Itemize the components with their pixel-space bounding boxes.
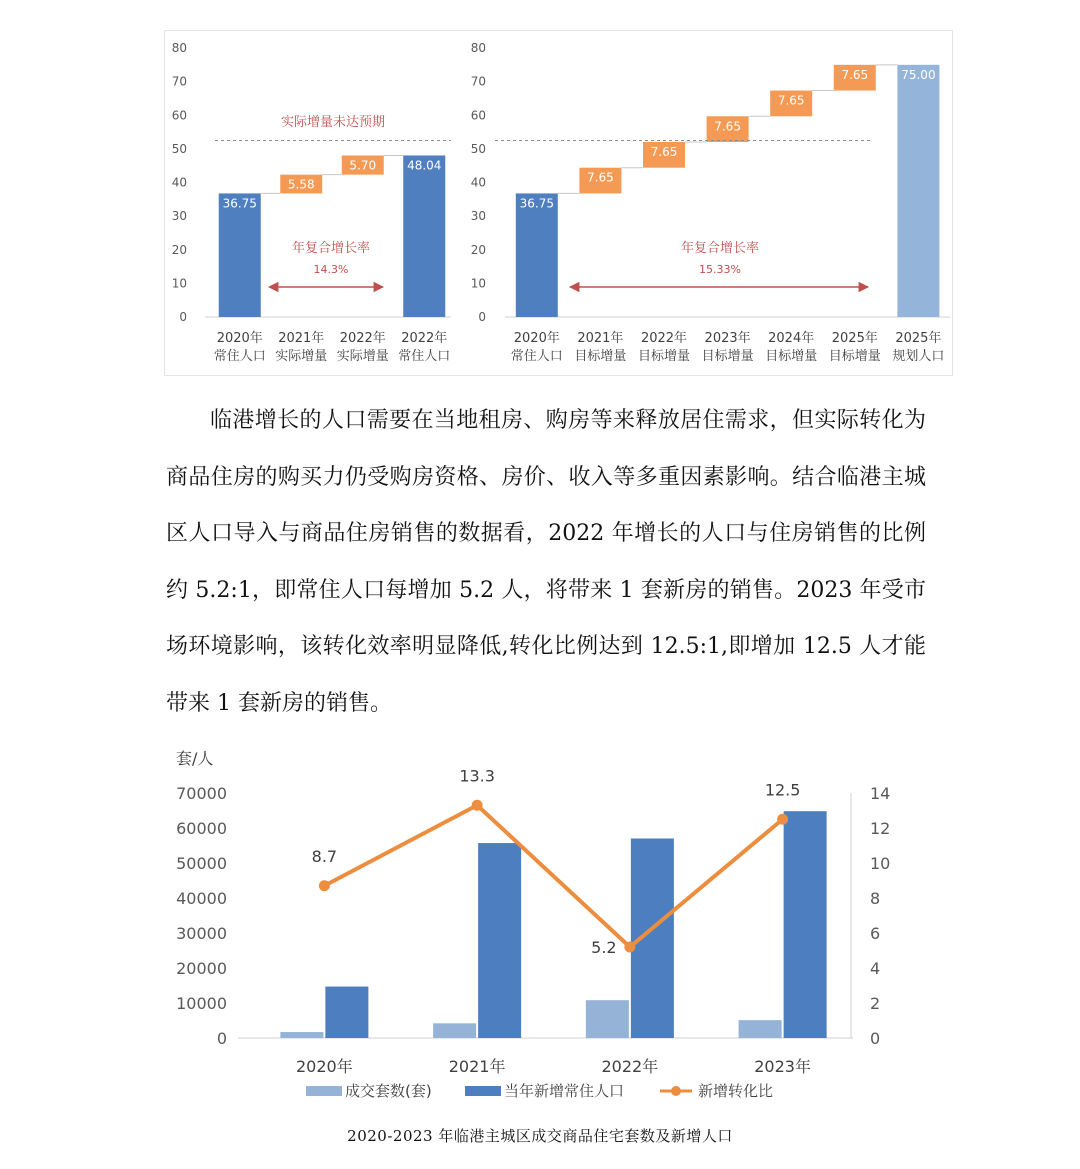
y-tick-label: 0 bbox=[478, 310, 486, 324]
right-y-tick-label: 0 bbox=[870, 1029, 881, 1048]
bar-value-label: 5.70 bbox=[349, 158, 377, 173]
x-category-label: 2022年 bbox=[601, 1057, 659, 1076]
y-tick-label: 40 bbox=[171, 175, 187, 190]
cagr-value: 15.33% bbox=[699, 263, 741, 276]
sales-count-bar bbox=[280, 1032, 323, 1038]
cagr-value: 14.3% bbox=[313, 263, 349, 276]
population-bar bbox=[897, 65, 939, 317]
right-y-tick-label: 6 bbox=[870, 924, 881, 943]
x-category-label: 2023年 bbox=[754, 1057, 811, 1076]
waterfall-charts bbox=[165, 31, 952, 375]
y-tick-label: 0 bbox=[179, 310, 187, 324]
legend-swatch-sales bbox=[306, 1086, 342, 1096]
waterfall-panel bbox=[164, 30, 953, 376]
data-label: 8.7 bbox=[311, 846, 338, 866]
x-category-label: 2022年 bbox=[339, 331, 386, 346]
bar-value-label: 48.04 bbox=[407, 158, 442, 173]
right-y-tick-label: 8 bbox=[870, 889, 881, 908]
right-y-tick-label: 14 bbox=[870, 784, 891, 803]
y-tick-label: 70 bbox=[171, 74, 187, 89]
bar-value-label: 7.65 bbox=[714, 119, 741, 134]
x-category-label: 常住人口 bbox=[213, 349, 266, 364]
x-category-label: 2025年 bbox=[895, 331, 942, 346]
y-tick-label: 70 bbox=[470, 74, 486, 89]
x-category-label: 目标增量 bbox=[765, 349, 818, 364]
x-category-label: 目标增量 bbox=[574, 349, 627, 364]
y-tick-label: 10 bbox=[171, 276, 187, 291]
conversion-ratio-point bbox=[472, 800, 483, 811]
population-bar bbox=[516, 193, 558, 317]
bar-value-label: 5.58 bbox=[287, 177, 315, 192]
left-y-tick-label: 0 bbox=[216, 1029, 227, 1048]
y-tick-label: 50 bbox=[171, 141, 187, 156]
population-bar bbox=[403, 155, 445, 317]
x-category-label: 规划人口 bbox=[892, 349, 945, 364]
x-category-label: 目标增量 bbox=[828, 349, 881, 364]
y-tick-label: 20 bbox=[171, 242, 187, 257]
annotation-text: 实际增量未达预期 bbox=[280, 115, 386, 130]
population-bar bbox=[219, 193, 261, 317]
x-category-label: 2020年 bbox=[216, 331, 263, 346]
cagr-label: 年复合增长率 bbox=[680, 241, 760, 256]
y-tick-label: 60 bbox=[470, 108, 486, 123]
x-category-label: 2020年 bbox=[513, 331, 560, 346]
x-category-label: 2021年 bbox=[577, 331, 624, 346]
new-population-bar bbox=[325, 987, 368, 1038]
left-y-tick-label: 50000 bbox=[176, 854, 227, 873]
sales-count-bar bbox=[739, 1020, 782, 1038]
y-tick-label: 40 bbox=[470, 175, 486, 190]
left-y-tick-label: 40000 bbox=[176, 889, 227, 908]
sales-count-bar bbox=[586, 1000, 629, 1038]
right-y-tick-label: 2 bbox=[870, 994, 881, 1013]
combo-chart bbox=[160, 740, 920, 1119]
bar-value-label: 75.00 bbox=[901, 67, 936, 82]
x-category-label: 2021年 bbox=[278, 331, 325, 346]
legend-label: 成交套数(套) bbox=[345, 1082, 432, 1100]
bar-value-label: 36.75 bbox=[222, 196, 257, 211]
conversion-ratio-point bbox=[624, 942, 635, 953]
new-population-bar bbox=[784, 811, 827, 1038]
cagr-label: 年复合增长率 bbox=[291, 241, 371, 256]
left-y-tick-label: 70000 bbox=[176, 784, 227, 803]
y-tick-label: 30 bbox=[171, 209, 187, 224]
bar-value-label: 36.75 bbox=[519, 196, 554, 211]
x-category-label: 实际增量 bbox=[275, 349, 328, 364]
conversion-ratio-point bbox=[777, 814, 788, 825]
bar-value-label: 7.65 bbox=[777, 93, 805, 108]
y-tick-label: 20 bbox=[470, 242, 486, 257]
bar-value-label: 7.65 bbox=[841, 67, 869, 82]
bar-value-label: 7.65 bbox=[650, 144, 678, 159]
right-y-tick-label: 10 bbox=[870, 854, 891, 873]
bar-value-label: 7.65 bbox=[587, 170, 614, 185]
sales-population-chart bbox=[160, 740, 920, 1115]
x-category-label: 常住人口 bbox=[510, 349, 563, 364]
x-category-label: 2021年 bbox=[448, 1057, 506, 1076]
left-y-tick-label: 60000 bbox=[176, 819, 227, 838]
legend-swatch-population bbox=[465, 1086, 501, 1096]
new-population-bar bbox=[478, 843, 521, 1038]
y-tick-label: 10 bbox=[470, 276, 486, 291]
x-category-label: 2022年 bbox=[401, 331, 448, 346]
legend-label: 当年新增常住人口 bbox=[504, 1082, 625, 1100]
legend-label: 新增转化比 bbox=[698, 1082, 774, 1100]
y-tick-label: 80 bbox=[470, 41, 486, 55]
x-category-label: 目标增量 bbox=[637, 349, 691, 364]
left-y-tick-label: 10000 bbox=[176, 994, 227, 1013]
legend-swatch-ratio-dot bbox=[671, 1086, 681, 1096]
data-label: 13.3 bbox=[459, 766, 495, 786]
x-category-label: 2025年 bbox=[831, 331, 878, 346]
x-category-label: 目标增量 bbox=[701, 349, 754, 364]
right-y-tick-label: 12 bbox=[870, 819, 891, 838]
data-label: 5.2 bbox=[591, 938, 617, 957]
x-category-label: 2020年 bbox=[296, 1057, 353, 1076]
sales-count-bar bbox=[433, 1023, 476, 1038]
conversion-ratio-line bbox=[324, 805, 782, 947]
left-y-tick-label: 30000 bbox=[176, 924, 227, 943]
figure-caption: 2020-2023 年临港主城区成交商品住宅套数及新增人口 bbox=[347, 1127, 733, 1145]
y-tick-label: 30 bbox=[470, 209, 486, 224]
conversion-ratio-point bbox=[319, 880, 330, 891]
x-category-label: 常住人口 bbox=[398, 349, 451, 364]
x-category-label: 2022年 bbox=[640, 331, 688, 346]
body-paragraph: 临港增长的人口需要在当地租房、购房等来释放居住需求，但实际转化为商品住房的购买力仍受购房资格、房价、收入等多重因素影响。结合临港主城区人口导入与商品住房销售的数据看，2022 年增长的人口与住房销售的比例约 5.2:1，即常住人口每增加 5.2 人，将带来 1 套新房的销售。2023 年受市场环境影响，该转化效率明显降低,转化比例达到 12.5:1,即增加 12.5 人才能带来 1 套新房的销售。 bbox=[166, 408, 926, 716]
left-y-tick-label: 20000 bbox=[176, 959, 227, 978]
y-tick-label: 80 bbox=[171, 41, 187, 55]
data-label: 12.5 bbox=[764, 780, 801, 800]
y-tick-label: 50 bbox=[470, 141, 486, 156]
unit-label: 套/人 bbox=[176, 749, 214, 768]
y-tick-label: 60 bbox=[171, 108, 187, 123]
right-y-tick-label: 4 bbox=[870, 959, 881, 978]
x-category-label: 实际增量 bbox=[336, 349, 389, 364]
x-category-label: 2024年 bbox=[768, 331, 815, 346]
x-category-label: 2023年 bbox=[704, 331, 751, 346]
